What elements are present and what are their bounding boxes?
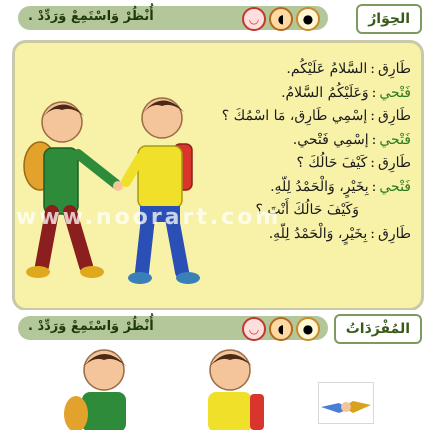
mouth-icon: ◡ [242,7,266,31]
speaker-name: فَتْحي [379,178,411,195]
colon: : [371,131,377,148]
boy-portrait-yellow [208,350,264,430]
boy-portrait-green [64,350,126,430]
sense-icons [242,317,320,341]
instruction-strip [18,316,328,340]
eye-icon: ● [296,7,320,31]
line-text: إسْمِي فَتْحي. [292,131,369,148]
kids-illustration [22,88,222,288]
ear-icon: ◖ [269,317,293,341]
colon: : [370,61,375,77]
vocabulary-illustrations [0,344,430,430]
speaker-name: طَارِق [377,155,411,171]
boy-tariq [24,102,123,278]
dialogue-line [201,179,411,203]
dialogue-line [201,132,411,156]
mouth-icon: ◡ [242,317,266,341]
eye-icon: ● [296,317,320,341]
colon: : [371,178,377,195]
line-text: إسْمِي طَارِق، مَا اسْمُكَ ؟ [221,108,368,124]
line-text: كَيْفَ حَالُكَ ؟ [296,155,368,171]
instruction-strip [18,6,328,30]
colon: : [370,225,375,242]
speaker-name: طَارِق [377,108,411,124]
speaker-name: فَتْحي [379,84,411,101]
line-text: بِخَيْرٍ، وَالْحَمْدُ لِلّهِ. [268,225,368,242]
dialogue-line [201,61,411,85]
ear-icon: ◖ [269,7,293,31]
boys-portraits [60,344,320,430]
speaker-name: فَتْحي [379,131,411,148]
colon: : [370,108,375,124]
watermark: www.noorart.com [16,205,282,230]
dialogue-line [201,155,411,179]
line-text: السَّلامُ عَلَيْكُم. [286,61,368,77]
instruction-text: أُنْظُرْ وَاسْتَمِعْ وَرَدِّدْ . [28,319,154,334]
line-text: وَكَيْفَ حَالُكَ أَنْتَ ؟ [255,202,359,218]
speaker-name: طَارِق [377,61,411,77]
dialogue-line [201,108,411,132]
dialogue-header [0,0,430,34]
sense-icons [242,7,320,31]
colon: : [370,155,375,171]
instruction-text: أُنْظُرْ وَاسْتَمِعْ وَرَدِّدْ . [28,9,154,24]
handshake-icon [318,382,374,424]
speaker-name: طَارِق [377,225,411,242]
boy-fathi [126,98,200,284]
line-text: بِخَيْرٍ، وَالْحَمْدُ لِلّهِ. [270,178,369,195]
section-label-dialogue: الحِوَارُ [356,4,422,34]
dialogue-line [201,85,411,109]
line-text: وَعَلَيْكُمُ السَّلامُ. [281,84,369,101]
vocabulary-header [0,310,430,344]
colon: : [371,84,377,101]
two-boys-illustration [22,88,222,288]
section-label-vocabulary: المُفْرَدَاتُ [334,314,422,344]
